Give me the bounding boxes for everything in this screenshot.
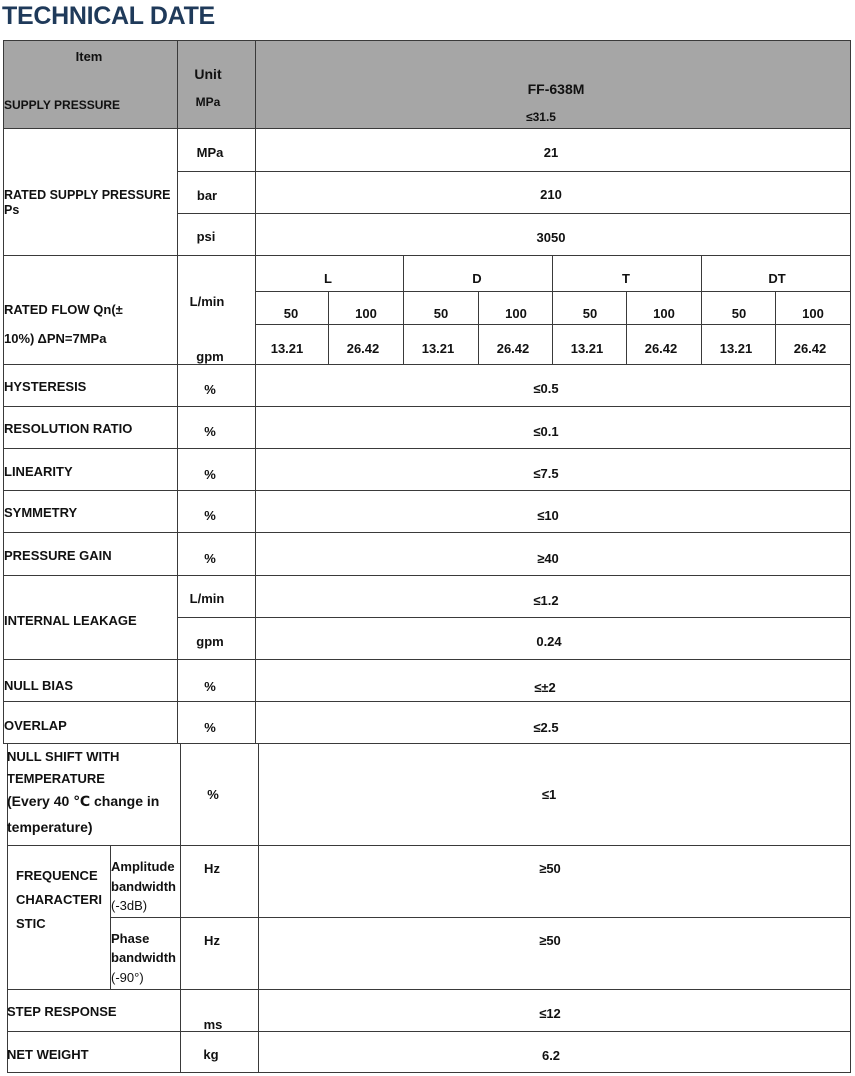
null-shift-label-line2: TEMPERATURE	[7, 771, 105, 786]
flow-lmin-cell: 100	[505, 306, 527, 321]
internal-leakage-label: INTERNAL LEAKAGE	[4, 613, 137, 628]
flow-gpm-cell: 26.42	[793, 341, 827, 356]
rated-supply-pressure-unit-psi: psi	[196, 229, 216, 244]
null-shift-label-line4: temperature)	[7, 819, 93, 835]
linearity-label: LINEARITY	[4, 464, 73, 479]
null-shift-label-line1: NULL SHIFT WITH	[7, 749, 120, 764]
net-weight-label: NET WEIGHT	[7, 1047, 89, 1062]
header-unit-label: Unit	[194, 66, 222, 82]
internal-leakage-unit-lmin: L/min	[189, 591, 225, 606]
rated-flow-label-line2: 10%) ΔPN=7MPa	[4, 331, 107, 346]
flow-gpm-cell: 13.21	[421, 341, 455, 356]
flow-gpm-cell: 26.42	[346, 341, 380, 356]
null-bias-label: NULL BIAS	[4, 678, 74, 693]
null-bias-unit: %	[204, 679, 216, 694]
page-title: TECHNICAL DATE	[2, 2, 215, 30]
rated-supply-pressure-value-mpa: 21	[543, 145, 559, 160]
flow-lmin-cell: 50	[433, 306, 449, 321]
rated-supply-pressure-unit-mpa: MPa	[196, 145, 224, 160]
frequence-label-line2: CHARACTERI	[16, 892, 102, 907]
amplitude-unit: Hz	[204, 861, 220, 876]
flow-group-dt: DT	[768, 271, 786, 286]
linearity-value: ≤7.5	[533, 466, 559, 481]
amplitude-label-line1: Amplitude	[111, 859, 175, 874]
supply-pressure-value: ≤31.5	[526, 110, 556, 124]
frequence-label-line3: STIC	[16, 916, 46, 931]
overlap-unit: %	[204, 720, 216, 735]
step-response-label: STEP RESPONSE	[7, 1004, 117, 1019]
symmetry-value: ≤10	[537, 508, 559, 523]
rated-supply-pressure-label: RATED SUPPLY PRESSURE Ps	[4, 188, 171, 217]
phase-label-line1: Phase	[111, 931, 150, 946]
amplitude-label-line3: (-3dB)	[111, 898, 148, 913]
flow-group-t: T	[622, 271, 630, 286]
rated-flow-unit-gpm: gpm	[196, 349, 224, 364]
internal-leakage-unit-gpm: gpm	[196, 634, 224, 649]
supply-pressure-label: SUPPLY PRESSURE	[4, 98, 121, 112]
header-item-label: Item	[75, 49, 103, 64]
overlap-label: OVERLAP	[4, 718, 67, 733]
phase-label-line2: bandwidth	[111, 950, 176, 965]
hysteresis-value: ≤0.5	[533, 381, 559, 396]
flow-lmin-cell: 50	[731, 306, 747, 321]
phase-label-line3: (-90°)	[111, 970, 144, 985]
internal-leakage-value-gpm: 0.24	[536, 634, 562, 649]
linearity-unit: %	[204, 467, 216, 482]
rated-supply-pressure-unit-bar: bar	[196, 188, 218, 203]
flow-lmin-cell: 50	[283, 306, 299, 321]
net-weight-unit: kg	[203, 1047, 219, 1062]
net-weight-value: 6.2	[541, 1048, 561, 1063]
table-header-band	[3, 40, 850, 128]
overlap-value: ≤2.5	[533, 720, 559, 735]
header-model: FF-638M	[527, 81, 585, 97]
flow-group-d: D	[472, 271, 482, 286]
flow-lmin-cell: 100	[653, 306, 675, 321]
flow-lmin-cell: 100	[355, 306, 377, 321]
rated-flow-label-line1: RATED FLOW Qn(±	[4, 302, 123, 317]
flow-gpm-cell: 26.42	[644, 341, 678, 356]
flow-gpm-cell: 13.21	[270, 341, 304, 356]
flow-lmin-cell: 100	[802, 306, 824, 321]
step-response-unit: ms	[203, 1017, 223, 1032]
hysteresis-label: HYSTERESIS	[4, 379, 87, 394]
flow-lmin-cell: 50	[582, 306, 598, 321]
null-bias-value: ≤±2	[534, 680, 556, 695]
rated-supply-pressure-value-bar: 210	[540, 187, 562, 202]
pressure-gain-unit: %	[204, 551, 216, 566]
null-shift-label-line3: (Every 40 ℃ change in	[7, 793, 160, 809]
supply-pressure-unit: MPa	[195, 95, 221, 109]
step-response-value: ≤12	[539, 1006, 561, 1021]
pressure-gain-value: ≥40	[537, 551, 559, 566]
null-shift-unit: %	[207, 787, 219, 802]
symmetry-label: SYMMETRY	[4, 505, 78, 520]
flow-group-l: L	[324, 271, 332, 286]
amplitude-label-line2: bandwidth	[111, 879, 176, 894]
hysteresis-unit: %	[204, 382, 216, 397]
rated-supply-pressure-value-psi: 3050	[536, 230, 566, 245]
amplitude-value: ≥50	[539, 861, 561, 876]
pressure-gain-label: PRESSURE GAIN	[4, 548, 112, 563]
resolution-ratio-unit: %	[204, 424, 216, 439]
rated-flow-unit-lmin: L/min	[189, 294, 225, 309]
null-shift-value: ≤1	[541, 787, 557, 802]
symmetry-unit: %	[204, 508, 216, 523]
internal-leakage-value-lmin: ≤1.2	[533, 593, 559, 608]
frequence-label-line1: FREQUENCE	[16, 868, 98, 883]
phase-unit: Hz	[204, 933, 220, 948]
flow-gpm-cell: 13.21	[570, 341, 604, 356]
resolution-ratio-label: RESOLUTION RATIO	[4, 421, 133, 436]
flow-gpm-cell: 13.21	[719, 341, 753, 356]
phase-value: ≥50	[539, 933, 561, 948]
resolution-ratio-value: ≤0.1	[533, 424, 559, 439]
flow-gpm-cell: 26.42	[496, 341, 530, 356]
